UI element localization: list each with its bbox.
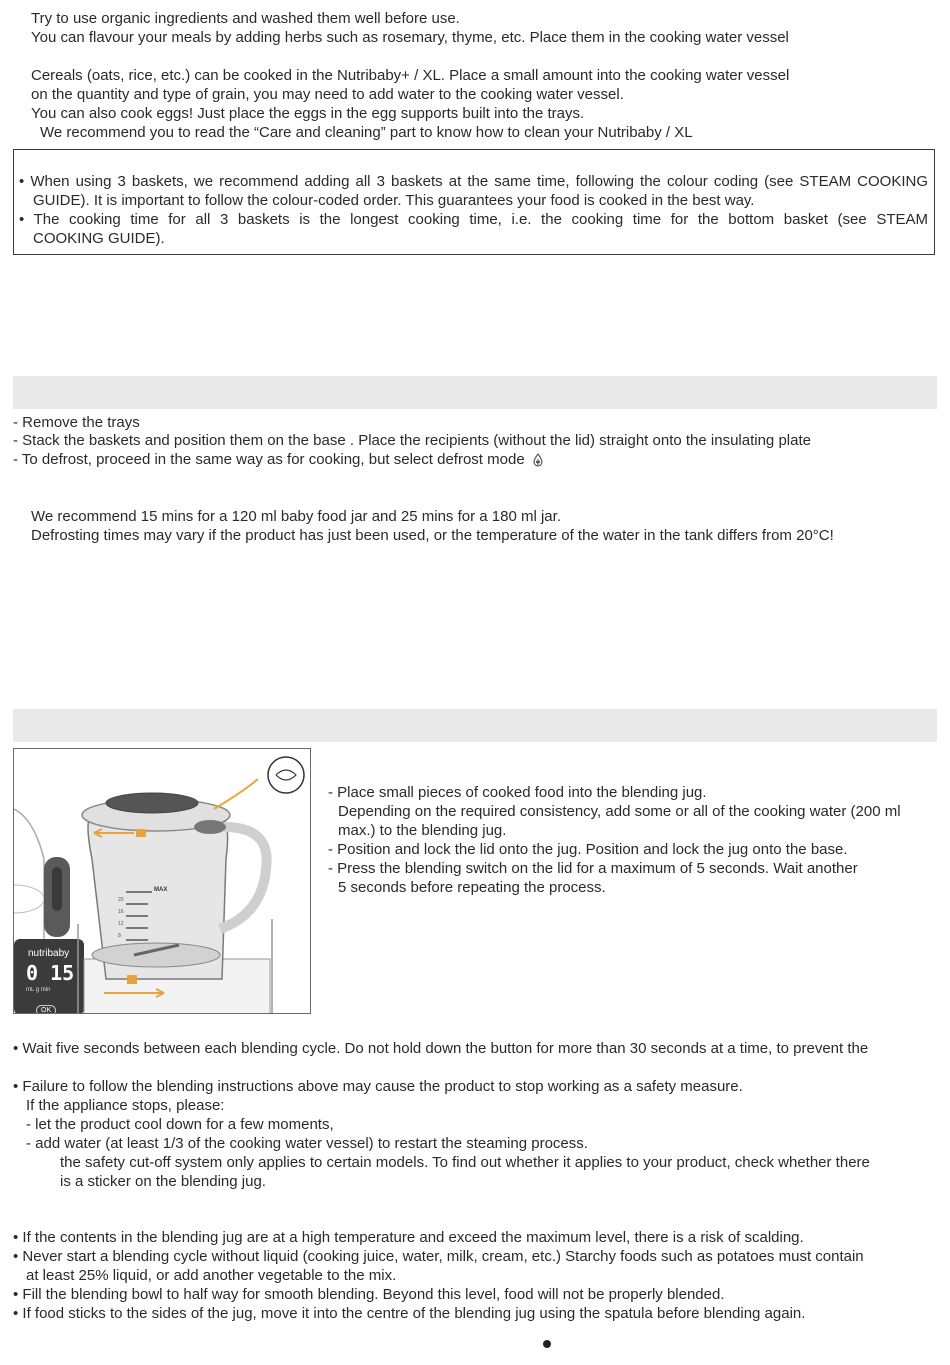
panel-brand-label: nutribaby (28, 948, 70, 959)
intro-line-eggs: You can also cook eggs! Just place the eggs in the egg supports built into the trays. (31, 105, 585, 122)
page-marker-dot (543, 1340, 551, 1348)
defrost-mode-icon (531, 453, 545, 472)
intro-line-care: We recommend you to read the “Care and cleaning” part to know how to clean your Nutribaby / XL (40, 124, 693, 141)
panel-display-digits: 0 15 (26, 961, 75, 985)
note-failure-instructions: • Failure to follow the blending instructions above may cause the product to stop working as a safety measure. (13, 1078, 743, 1095)
defrost-step-select-mode (13, 450, 545, 472)
note-sticker: is a sticker on the blending jug. (60, 1173, 266, 1190)
defrost-step-remove-trays: - Remove the trays (13, 414, 140, 431)
baskets-bullet-1-line-2: GUIDE). It is important to follow the colour-coded order. This guarantees your food is cooked in the best way. (33, 192, 755, 209)
note-appliance-stops: If the appliance stops, please: (26, 1097, 225, 1114)
blend-step-lock-lid: - Position and lock the lid onto the jug. Position and lock the jug onto the base. (328, 841, 848, 858)
defrost-tip-variation: Defrosting times may vary if the product has just been used, or the temperature of the water in the tank differs from 20°C! (31, 527, 834, 544)
defrost-tip-times: We recommend 15 mins for a 120 ml baby food jar and 25 mins for a 180 ml jar. (31, 508, 561, 525)
warning-liquid: • Never start a blending cycle without liquid (cooking juice, water, milk, cream, etc.) Starchy foods such as potatoes must contain (13, 1248, 864, 1265)
intro-line-grain: on the quantity and type of grain, you may need to add water to the cooking water vessel. (31, 86, 624, 103)
note-add-water: - add water (at least 1/3 of the cooking water vessel) to restart the steaming process. (26, 1135, 588, 1152)
warning-liquid-cont: at least 25% liquid, or add another vegetable to the mix. (26, 1267, 397, 1284)
defrost-step-stack-baskets: - Stack the baskets and position them on the base . Place the recipients (without the lid) straight onto the insulating plate (13, 432, 811, 449)
blender-illustration (13, 748, 311, 1014)
blend-step-place-food: - Place small pieces of cooked food into the blending jug. (328, 784, 707, 801)
baskets-bullet-2-line-1: • The cooking time for all 3 baskets is the longest cooking time, i.e. the cooking time for the bottom basket (see STEAM (19, 211, 928, 228)
warning-scalding: • If the contents in the blending jug are at a high temperature and exceed the maximum level, there is a risk of scalding. (13, 1229, 804, 1246)
jug-max-label: MAX (154, 887, 168, 893)
jug-scale-12: 12 (118, 921, 124, 927)
baskets-bullet-1-line-1: • When using 3 baskets, we recommend adding all 3 baskets at the same time, following the colour coding (see STEAM COOKING (19, 173, 928, 190)
blend-step-press-switch: - Press the blending switch on the lid for a maximum of 5 seconds. Wait another (328, 860, 858, 877)
note-wait-five-seconds: • Wait five seconds between each blending cycle. Do not hold down the button for more than 30 seconds at a time, to prevent the (13, 1040, 869, 1057)
intro-line-herbs: You can flavour your meals by adding herbs such as rosemary, thyme, etc. Place them in the cooking water vessel (31, 29, 789, 46)
blend-step-add-water-cont: max.) to the blending jug. (338, 822, 507, 839)
panel-unit-labels: mL g min (26, 987, 51, 993)
defrost-step-select-mode-text: - To defrost, proceed in the same way as for cooking, but select defrost mode (13, 451, 525, 468)
blend-step-repeat: 5 seconds before repeating the process. (338, 879, 606, 896)
blend-step-add-water: Depending on the required consistency, add some or all of the cooking water (200 ml (338, 803, 901, 820)
jug-scale-16: 16 (118, 909, 124, 915)
intro-line-cereals: Cereals (oats, rice, etc.) can be cooked in the Nutribaby+ / XL. Place a small amount into the cooking water vessel (31, 67, 790, 84)
baskets-bullet-2-line-2: COOKING GUIDE). (33, 230, 165, 247)
panel-ok-button: OK (36, 1005, 56, 1014)
warning-half-way: • Fill the blending bowl to half way for smooth blending. Beyond this level, food will not be properly blended. (13, 1286, 725, 1303)
blending-section-band (13, 709, 937, 742)
jug-scale-20: 20 (118, 897, 124, 903)
warning-food-sticks: • If food sticks to the sides of the jug, move it into the centre of the blending jug using the spatula before blending again. (13, 1305, 806, 1322)
jug-scale-8: 8 (118, 933, 121, 939)
note-safety-cutoff: the safety cut-off system only applies to certain models. To find out whether it applies to your product, check whether there (60, 1154, 870, 1171)
intro-line-organic: Try to use organic ingredients and washed them well before use. (31, 10, 460, 27)
note-cool-down: - let the product cool down for a few moments, (26, 1116, 334, 1133)
defrost-section-band (13, 376, 937, 409)
